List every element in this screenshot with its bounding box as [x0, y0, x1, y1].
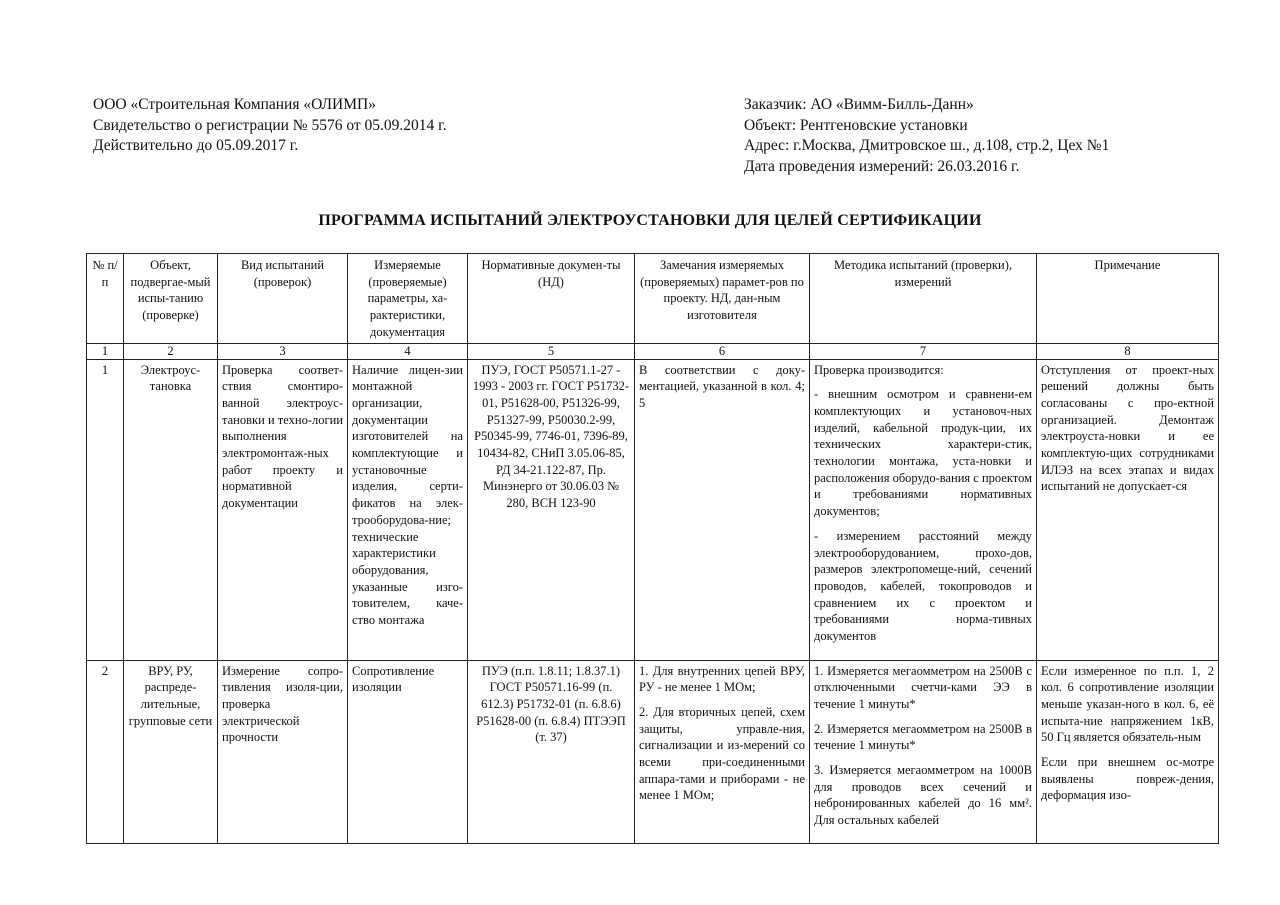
method-paragraph: 1. Измеряется мегаомметром на 2500В с отключенными счетчи-ками ЭЭ в течение 1 минуты*	[814, 663, 1032, 711]
row-note	[1037, 660, 1219, 843]
method-paragraph: - измерением расстояний между электрооборудованием, прохо-дов, размеров электропомеще-ний, сечений проводов, кабелей, токопроводов и сравнением их с проектом и требованиями норма-тивных документов	[814, 528, 1032, 644]
row-norm-docs: ПУЭ, ГОСТ Р50571.1-27 - 1993 - 2003 гг. ГОСТ Р51732-01, Р51628-00, Р51326-99, Р51327-99, Р50030.2-99, Р50345-99, 7746-01, 7396-89, 10434-82, СНиП 3.05.06-85, РД 34-21.122-87, Пр. Минэнерго от 30.06.03 № 280, ВСН 123-90	[468, 359, 635, 660]
remarks-paragraph: 2. Для вторичных цепей, схем защиты, управле-ния, сигнализации и из-мерений со всеми при-соединенными аппара-тами и приборами - не менее 1 МОм;	[639, 704, 805, 803]
method-paragraph: 2. Измеряется мегаомметром на 2500В в течение 1 минуты*	[814, 721, 1032, 753]
row-remarks: В соответствии с доку-ментацией, указанной в кол. 4; 5	[635, 359, 810, 660]
header-object: Объект, подвергае-мый испы-танию (проверке)	[124, 254, 218, 344]
remarks-paragraph: 1. Для внутренних цепей ВРУ, РУ - не менее 1 МОм;	[639, 663, 805, 695]
organization-header	[93, 95, 447, 157]
header-remarks: Замечания измеряемых (проверяемых) парамет-ров по проекту. НД, дан-ным изготовителя	[635, 254, 810, 344]
registration-certificate: Свидетельство о регистрации № 5576 от 05.09.2014 г.	[93, 116, 447, 134]
header-note: Примечание	[1037, 254, 1219, 344]
column-number: 1	[87, 343, 124, 359]
header-parameters: Измеряемые (проверяемые) параметры, ха-рактеристики, документация	[348, 254, 468, 344]
row-test-type: Измерение сопро-тивления изоля-ции, проверка электрической прочности	[218, 660, 348, 843]
measurement-date: Дата проведения измерений: 26.03.2016 г.	[744, 157, 1020, 175]
method-paragraph: 3. Измеряется мегаомметром на 1000В для проводов всех сечений и небронированных кабелей до 16 мм². Для остальных кабелей	[814, 763, 1032, 828]
column-number: 3	[218, 343, 348, 359]
customer-name: Заказчик: АО «Вимм-Билль-Данн»	[744, 96, 974, 113]
row-parameters: Сопротивление изоляции	[348, 660, 468, 843]
header-method: Методика испытаний (проверки), измерений	[810, 254, 1037, 344]
valid-until: Действительно до 05.09.2017 г.	[93, 137, 299, 154]
table-header-row	[87, 254, 1219, 344]
header-test-type: Вид испытаний (проверок)	[218, 254, 348, 344]
object-name: Объект: Рентгеновские установки	[744, 116, 968, 134]
table-row	[87, 660, 1219, 843]
header-number: № п/п	[87, 254, 124, 344]
document-title: ПРОГРАММА ИСПЫТАНИЙ ЭЛЕКТРОУСТАНОВКИ ДЛЯ ЦЕЛЕЙ СЕРТИФИКАЦИИ	[318, 212, 982, 229]
note-paragraph: Если при внешнем ос-мотре выявлены повреж-дения, деформация изо-	[1041, 755, 1214, 803]
column-numbers-row	[87, 343, 1219, 359]
row-object: Электроус-тановка	[124, 359, 218, 660]
row-method	[810, 359, 1037, 660]
column-number: 7	[810, 343, 1037, 359]
test-program-table	[86, 253, 1219, 844]
header-norm-docs: Нормативные докумен-ты (НД)	[468, 254, 635, 344]
row-test-type: Проверка соответ-ствия смонтиро-ванной электроус-тановки и техно-логии выполнения электромонтаж-ных работ проекту и нормативной документации	[218, 359, 348, 660]
row-note: Отступления от проект-ных решений должны быть согласованы с про-ектной организацией. Демонтаж электроуста-новки и ее комплектую-щих сотрудниками ИЛЭЗ на всех этапах и видах испытаний не допускает-ся	[1037, 359, 1219, 660]
customer-header	[744, 95, 1109, 177]
column-number: 6	[635, 343, 810, 359]
note-paragraph: Если измеренное по п.п. 1, 2 кол. 6 сопротивление изоляции меньше указан-ного в кол. 6, её испыта-ние напряжением 1кВ, 50 Гц является обязатель-ным	[1041, 663, 1214, 745]
row-parameters: Наличие лицен-зии монтажной организации, документации изготовителей на комплектующие и установочные изделия, серти-фикатов на элек-трооборудова-ние; технические характеристики оборудования, указанные изго-товителем, каче-ство монтажа	[348, 359, 468, 660]
method-paragraph: Проверка производится:	[814, 362, 944, 377]
object-address: Адрес: г.Москва, Дмитровское ш., д.108, стр.2, Цех №1	[744, 137, 1110, 154]
row-number: 1	[87, 359, 124, 660]
column-number: 4	[348, 343, 468, 359]
column-number: 8	[1037, 343, 1219, 359]
organization-name: ООО «Строительная Компания «ОЛИМП»	[93, 96, 376, 113]
method-paragraph: - внешним осмотром и сравнени-ем комплектующих и установоч-ных изделий, кабельной продук-ции, их технических характери-стик, технологии монтажа, уста-новки и расположения оборудо-вания с проектом и требованиями нормативных документов;	[814, 387, 1032, 519]
row-number: 2	[87, 660, 124, 843]
row-object: ВРУ, РУ, распреде-лительные, групповые сети	[124, 660, 218, 843]
column-number: 2	[124, 343, 218, 359]
column-number: 5	[468, 343, 635, 359]
row-remarks	[635, 660, 810, 843]
row-norm-docs: ПУЭ (п.п. 1.8.11; 1.8.37.1) ГОСТ Р50571.16-99 (п. 612.3) Р51732-01 (п. 6.8.6) Р51628-00 (п. 6.8.4) ПТЭЭП (т. 37)	[468, 660, 635, 843]
table-row	[87, 359, 1219, 660]
row-method	[810, 660, 1037, 843]
